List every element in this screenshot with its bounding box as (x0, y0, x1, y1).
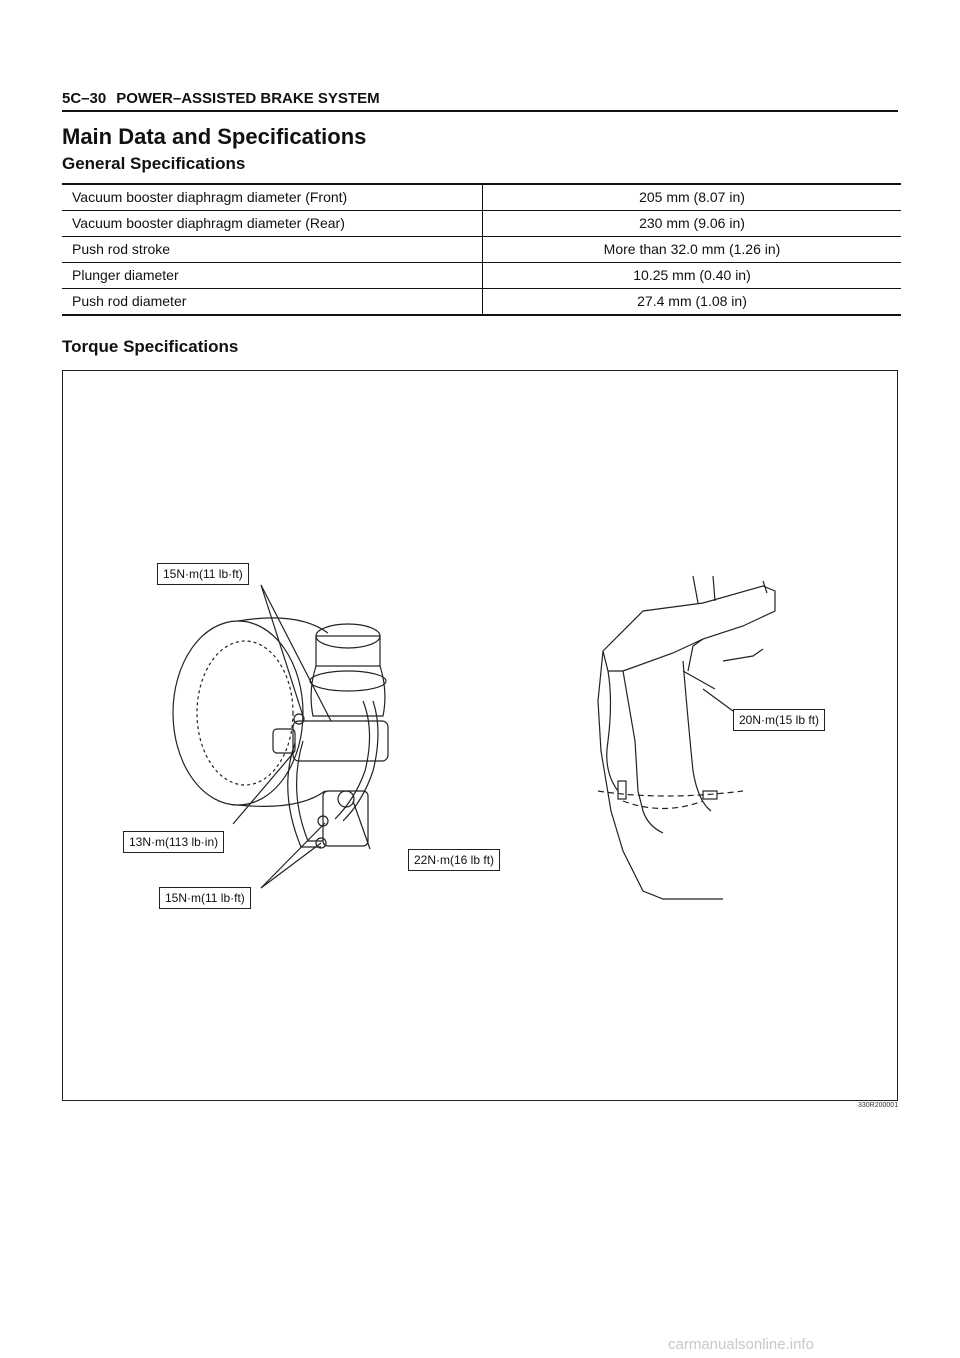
torque-callout-mid-right: 22N·m(16 lb ft) (408, 849, 500, 871)
spec-label: Vacuum booster diaphragm diameter (Front) (62, 184, 483, 211)
spec-value: 10.25 mm (0.40 in) (483, 263, 902, 289)
pedal-bracket (603, 586, 775, 671)
table-row (62, 263, 901, 289)
general-specs-heading: General Specifications (62, 154, 246, 173)
torque-callout-mid-left: 13N·m(113 lb·in) (123, 831, 224, 853)
general-specs-table (62, 183, 901, 316)
spec-label: Vacuum booster diaphragm diameter (Rear) (62, 211, 483, 237)
torque-callout-top-left: 15N·m(11 lb·ft) (157, 563, 249, 585)
spec-value: 205 mm (8.07 in) (483, 184, 902, 211)
torque-specs-heading: Torque Specifications (62, 337, 239, 356)
page-title: Main Data and Specifications (62, 124, 367, 149)
torque-figure (62, 370, 898, 1101)
figure-code: 330R200001 (858, 1102, 899, 1109)
torque-callout-pedal: 20N·m(15 lb ft) (733, 709, 825, 731)
spec-value: 230 mm (9.06 in) (483, 211, 902, 237)
section-title: POWER–ASSISTED BRAKE SYSTEM (116, 90, 380, 107)
spec-label: Plunger diameter (62, 263, 483, 289)
page-header (62, 90, 898, 112)
booster-shell (173, 621, 303, 805)
spec-value: 27.4 mm (1.08 in) (483, 289, 902, 316)
spec-value: More than 32.0 mm (1.26 in) (483, 237, 902, 263)
table-row (62, 289, 901, 316)
brake-assembly-illustration (63, 371, 897, 1100)
table-row (62, 184, 901, 211)
section-number: 5C–30 (62, 90, 107, 107)
table-row (62, 237, 901, 263)
torque-callout-bottom-left: 15N·m(11 lb·ft) (159, 887, 251, 909)
master-cylinder (293, 721, 388, 761)
spec-label: Push rod stroke (62, 237, 483, 263)
table-row (62, 211, 901, 237)
spec-label: Push rod diameter (62, 289, 483, 316)
site-watermark: carmanualsonline.info (668, 1336, 814, 1353)
